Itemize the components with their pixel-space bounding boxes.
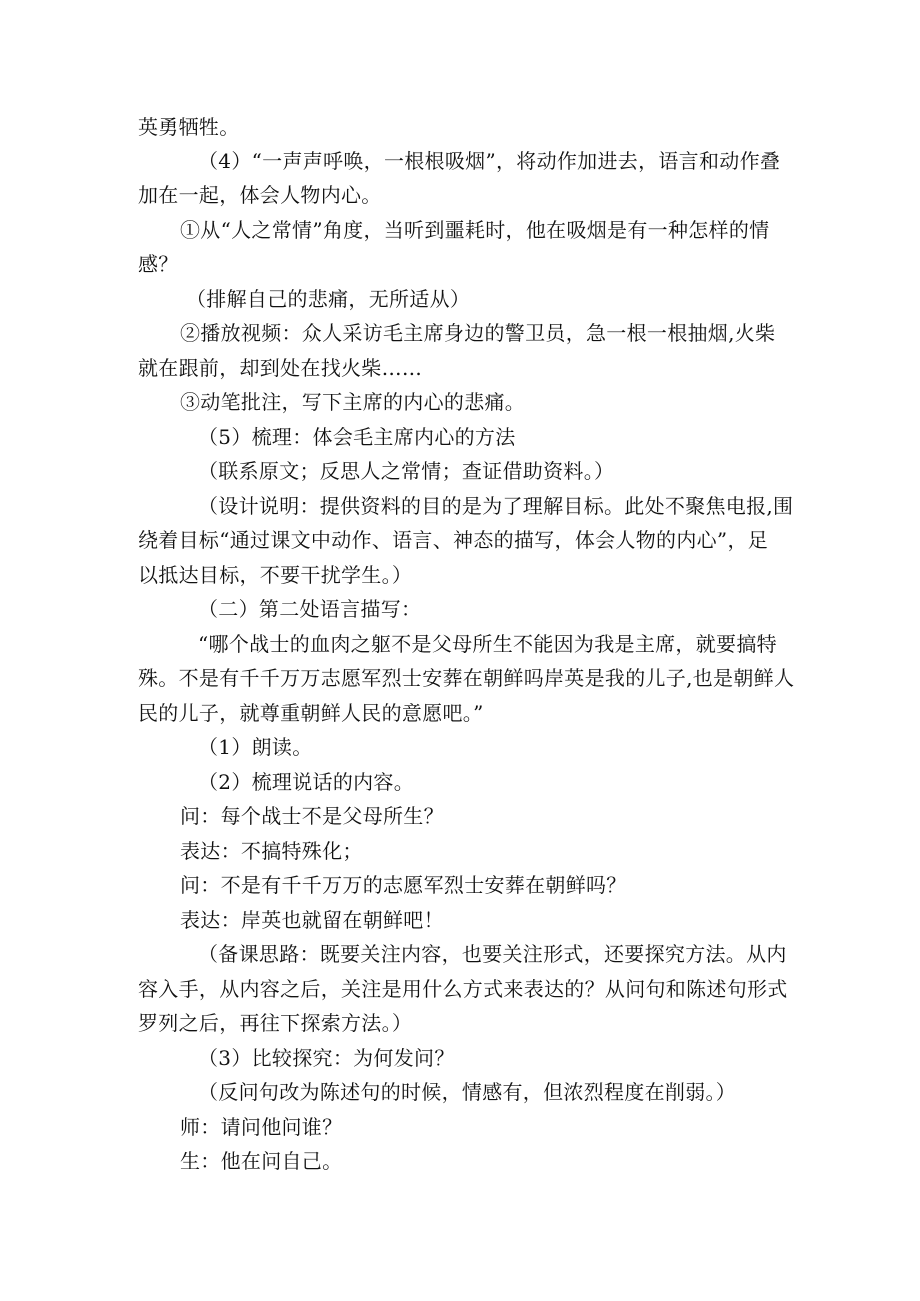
text-line: 殊。不是有千千万万志愿军烈士安葬在朝鲜吗岸英是我的儿子,也是朝鲜人 xyxy=(138,666,795,690)
text-line: 就在跟前，却到处在找火柴…… xyxy=(138,356,423,380)
text-line: 师：请问他问谁？ xyxy=(180,1115,343,1139)
text-line: ③动笔批注，写下主席的内心的悲痛。 xyxy=(180,390,526,414)
text-line: （排解自己的悲痛，无所适从） xyxy=(186,287,471,311)
text-line: 表达：岸英也就留在朝鲜吧！ xyxy=(180,908,444,932)
text-line: 英勇牺牲。 xyxy=(138,115,240,139)
text-line: 感？ xyxy=(138,252,179,276)
text-line: （3）比较探究：为何发问？ xyxy=(198,1046,455,1070)
text-line: （4）“一声声呼唤，一根根吸烟”，将动作加进去，语言和动作叠 xyxy=(198,149,781,173)
text-line: （二）第二处语言描写： xyxy=(198,597,422,621)
text-line: （备课思路：既要关注内容，也要关注形式，还要探究方法。从内 xyxy=(198,942,787,966)
text-line: 问：每个战士不是父母所生？ xyxy=(180,804,444,828)
text-line: 表达：不搞特殊化； xyxy=(180,839,363,863)
text-line: 绕着目标“通过课文中动作、语言、神态的描写，体会人物的内心”，足 xyxy=(138,528,769,552)
text-line: 生：他在问自己。 xyxy=(180,1149,343,1173)
text-line: 以抵达目标，不要干扰学生。） xyxy=(138,563,413,587)
text-line: （反问句改为陈述句的时候，情感有，但浓烈程度在削弱。） xyxy=(198,1080,737,1104)
text-line: 加在一起，体会人物内心。 xyxy=(138,183,382,207)
text-line: 民的儿子，就尊重朝鲜人民的意愿吧。” xyxy=(138,701,484,725)
text-line: 问：不是有千千万万的志愿军烈士安葬在朝鲜吗？ xyxy=(180,873,627,897)
text-line: （1）朗读。 xyxy=(198,735,313,759)
text-line: ①从“人之常情”角度，当听到噩耗时，他在吸烟是有一种怎样的情 xyxy=(180,218,770,242)
text-line: “哪个战士的血肉之躯不是父母所生不能因为我是主席，就要搞特 xyxy=(198,632,777,656)
text-line: 罗列之后，再往下探索方法。） xyxy=(138,1011,413,1035)
text-line: （设计说明：提供资料的目的是为了理解目标。此处不聚焦电报,围 xyxy=(198,494,794,518)
text-line: （5）梳理：体会毛主席内心的方法 xyxy=(198,425,516,449)
text-line: 容入手，从内容之后，关注是用什么方式来表达的？从问句和陈述句形式 xyxy=(138,977,788,1001)
text-line: （联系原文；反思人之常情；查证借助资料。） xyxy=(198,459,615,483)
text-line: ②播放视频：众人采访毛主席身边的警卫员，急一根一根抽烟,火柴 xyxy=(180,321,776,345)
text-line: （2）梳理说话的内容。 xyxy=(198,770,415,794)
